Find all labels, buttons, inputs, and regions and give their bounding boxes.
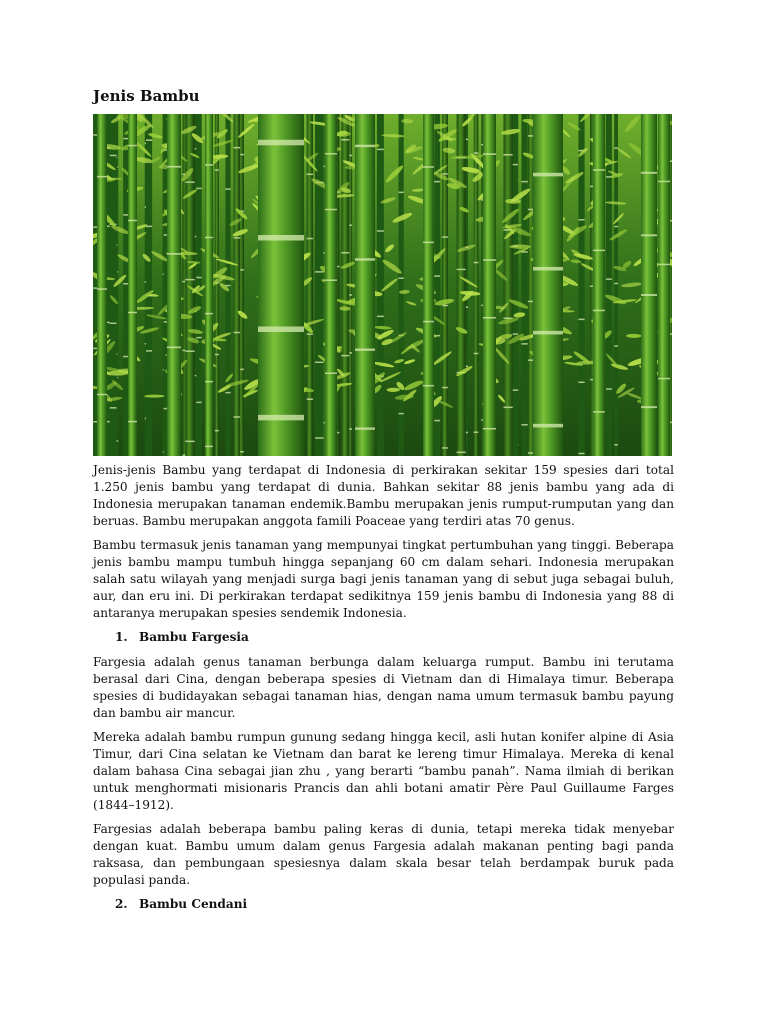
document-body: [93, 86, 674, 921]
paragraph-fargesia-3: Fargesias adalah beberapa bambu paling keras di dunia, tetapi mereka tidak menyebar dengan kuat. Bambu umum dalam genus Fargesia adalah makanan penting bagi panda raksasa, dan pembungaan spesiesnya dalam skala besar telah berdampak buruk pada populasi panda.: [93, 822, 674, 887]
bamboo-forest-photo: [93, 114, 672, 456]
section-heading-fargesia: [115, 629, 674, 646]
section-heading-text: Bambu Fargesia: [139, 630, 249, 644]
section-heading-text: Bambu Cendani: [139, 897, 248, 911]
paragraph-fargesia-1: Fargesia adalah genus tanaman berbunga dalam keluarga rumput. Bambu ini terutama berasal dari Cina, dengan beberapa spesies di Vietnam dan di Himalaya timur. Beberapa spesies di budidayakan sebagai tanaman hias, dengan nama umum termasuk bambu payung dan bambu air mancur.: [93, 655, 674, 720]
section-heading-cendani: [115, 896, 674, 913]
paragraph-intro: Jenis-jenis Bambu yang terdapat di Indonesia di perkirakan sekitar 159 spesies dari total 1.250 jenis bambu yang terdapat di dunia. Bahkan sekitar 88 jenis bambu yang ada di Indonesia merupakan tanaman endemik.Bambu merupakan jenis rumput-rumputan yang dan beruas. Bambu merupakan anggota famili Poaceae yang terdiri atas 70 genus.: [93, 463, 674, 528]
document-title: Jenis Bambu: [93, 87, 200, 105]
paragraph-fargesia-2: Mereka adalah bambu rumpun gunung sedang hingga kecil, asli hutan konifer alpine di Asia Timur, dari Cina selatan ke Vietnam dan barat ke lereng timur Himalaya. Mereka di kenal dalam bahasa Cina sebagai jian zhu , yang berarti “bambu panah”. Nama ilmiah di berikan untuk menghormati misionaris Prancis dan ahli botani amatir Père Paul Guillaume Farges (1844–1912).: [93, 730, 674, 812]
list-number: 2.: [115, 897, 128, 911]
paragraph-growth: Bambu termasuk jenis tanaman yang mempunyai tingkat pertumbuhan yang tinggi. Beberapa jenis bambu mampu tumbuh hingga sepanjang 60 cm dalam sehari. Indonesia merupakan salah satu wilayah yang menjadi surga bagi jenis tanaman yang di sebut juga sebagai buluh, aur, dan eru ini. Di perkirakan terdapat sedikitnya 159 jenis bambu di Indonesia yang 88 di antaranya merupakan spesies sendemik Indonesia.: [93, 538, 674, 620]
list-number: 1.: [115, 630, 128, 644]
